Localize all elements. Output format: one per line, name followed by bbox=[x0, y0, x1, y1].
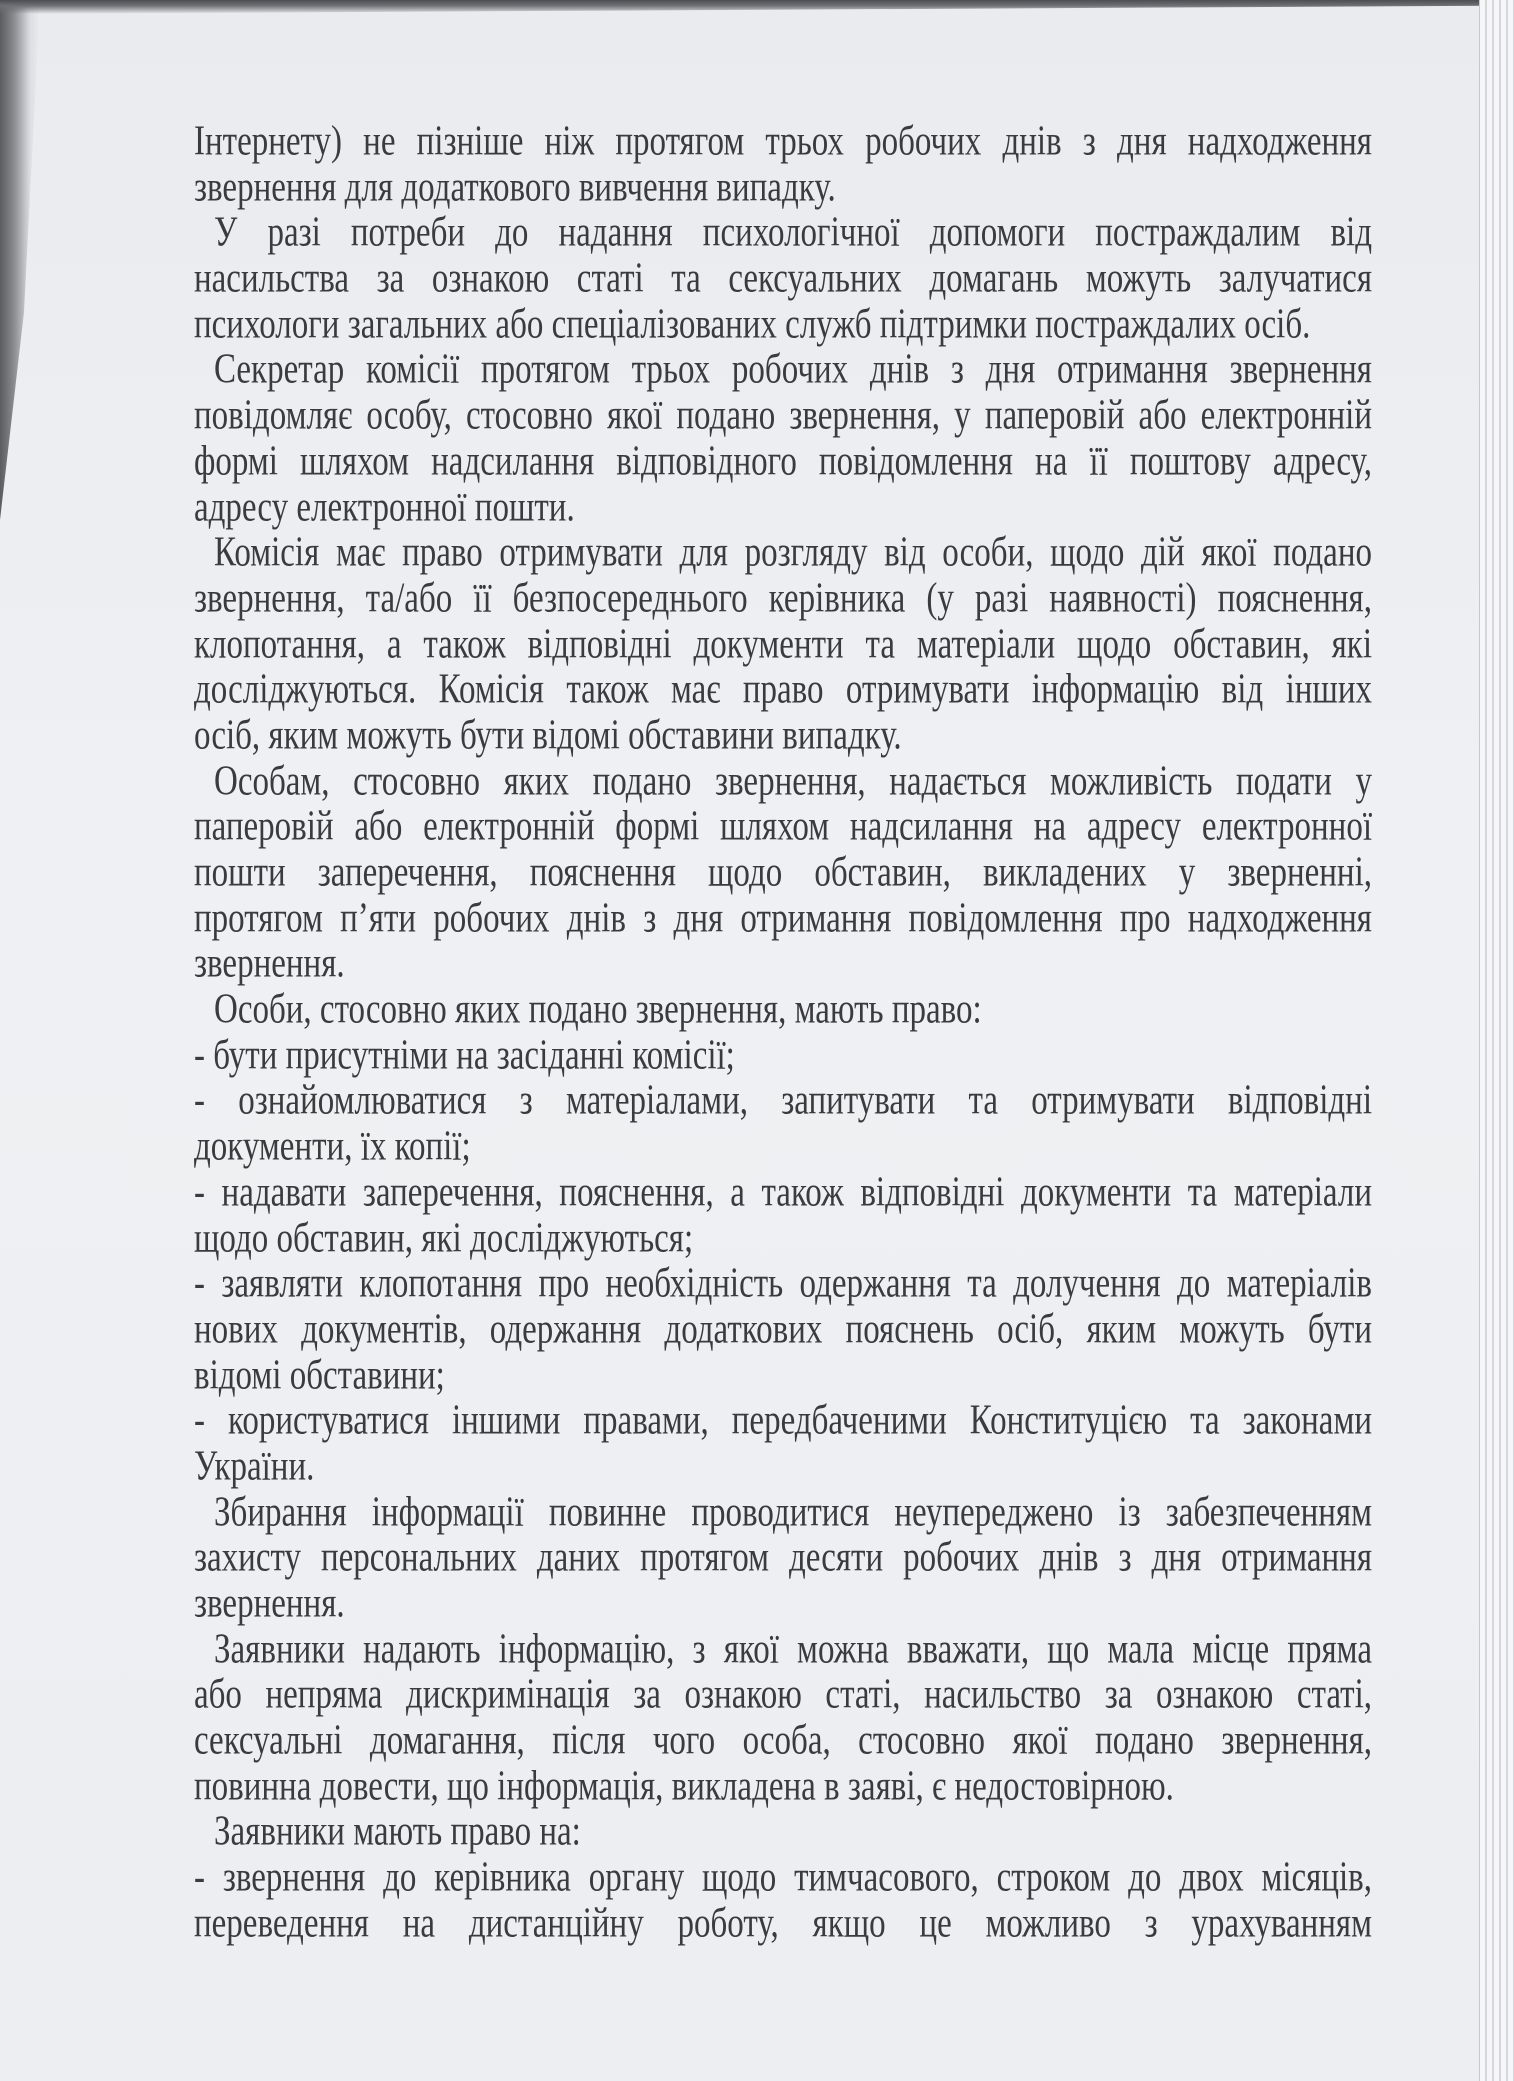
text-line: Особам, стосовно яких подано звернення, надається можливість подати у bbox=[214, 758, 1372, 805]
text-line: - користуватися іншими правами, передбаченими Конституцією та законами bbox=[194, 1397, 1372, 1445]
text-line: пошти заперечення, пояснення щодо обставин, викладених у зверненні, bbox=[194, 849, 1372, 896]
text-line: Заявники надають інформацію, з якої можна вважати, що мала місце пряма bbox=[214, 1626, 1372, 1673]
text-line: нових документів, одержання додаткових пояснень осіб, яким можуть бути bbox=[194, 1306, 1372, 1353]
text-line: сексуальні домагання, після чого особа, стосовно якої подано звернення, bbox=[194, 1717, 1372, 1764]
text-line: - звернення до керівника органу щодо тимчасового, строком до двох місяців, bbox=[194, 1854, 1372, 1901]
text-line: щодо обставин, які досліджуються; bbox=[194, 1215, 694, 1262]
page-stack-edge bbox=[1479, 0, 1514, 2081]
text-line: Комісія має право отримувати для розгляду від особи, щодо дій якої подано bbox=[214, 529, 1372, 576]
text-line: - заявляти клопотання про необхідність одержання та долучення до матеріалів bbox=[194, 1260, 1372, 1307]
text-line: звернення для додаткового вивчення випадку. bbox=[194, 164, 836, 211]
text-line: повинна довести, що інформація, викладена в заяві, є недостовірною. bbox=[194, 1763, 1174, 1810]
text-line: звернення, та/або її безпосереднього керівника (у разі наявності) пояснення, bbox=[194, 575, 1372, 622]
text-line: формі шляхом надсилання відповідного повідомлення на її поштову адресу, bbox=[194, 438, 1372, 485]
text-line: повідомляє особу, стосовно якої подано звернення, у паперовій або електронній bbox=[194, 392, 1372, 439]
text-line: клопотання, а також відповідні документи та матеріали щодо обставин, які bbox=[194, 621, 1372, 668]
text-line: Особи, стосовно яких подано звернення, мають право: bbox=[214, 986, 982, 1033]
text-line: - бути присутніми на засіданні комісії; bbox=[194, 1032, 735, 1079]
text-line: осіб, яким можуть бути відомі обставини випадку. bbox=[194, 712, 902, 759]
text-line: - ознайомлюватися з матеріалами, запитувати та отримувати відповідні bbox=[194, 1078, 1372, 1125]
text-line: адресу електронної пошти. bbox=[194, 484, 575, 531]
text-line: або непряма дискримінація за ознакою статі, насильство за ознакою статі, bbox=[194, 1672, 1372, 1719]
document-body bbox=[194, 120, 1372, 1948]
text-line: Інтернету) не пізніше ніж протягом трьох робочих днів з дня надходження bbox=[194, 118, 1372, 165]
text-line: переведення на дистанційну роботу, якщо це можливо з урахуванням bbox=[194, 1900, 1372, 1947]
text-line: звернення. bbox=[194, 941, 345, 988]
text-line: відомі обставини; bbox=[194, 1352, 445, 1399]
text-line: досліджуються. Комісія також має право отримувати інформацію від інших bbox=[194, 666, 1372, 714]
text-line: насильства за ознакою статі та сексуальних домагань можуть залучатися bbox=[194, 255, 1372, 302]
text-line: Секретар комісії протягом трьох робочих днів з дня отримання звернення bbox=[214, 347, 1372, 394]
text-line: Збирання інформації повинне проводитися неупереджено із забезпеченням bbox=[214, 1489, 1372, 1536]
text-line: - надавати заперечення, пояснення, а також відповідні документи та матеріали bbox=[194, 1169, 1372, 1216]
text-line: протягом п’яти робочих днів з дня отримання повідомлення про надходження bbox=[194, 895, 1372, 942]
text-line: паперовій або електронній формі шляхом надсилання на адресу електронної bbox=[194, 804, 1372, 851]
text-line: документи, їх копії; bbox=[194, 1123, 471, 1170]
text-line: захисту персональних даних протягом десяти робочих днів з дня отримання bbox=[194, 1535, 1372, 1582]
text-line: У разі потреби до надання психологічної допомоги постраждалим від bbox=[214, 210, 1372, 257]
text-line: психологи загальних або спеціалізованих служб підтримки постраждалих осіб. bbox=[194, 301, 1311, 348]
text-line: України. bbox=[194, 1443, 315, 1490]
text-line: звернення. bbox=[194, 1580, 345, 1627]
text-line: Заявники мають право на: bbox=[214, 1809, 581, 1856]
